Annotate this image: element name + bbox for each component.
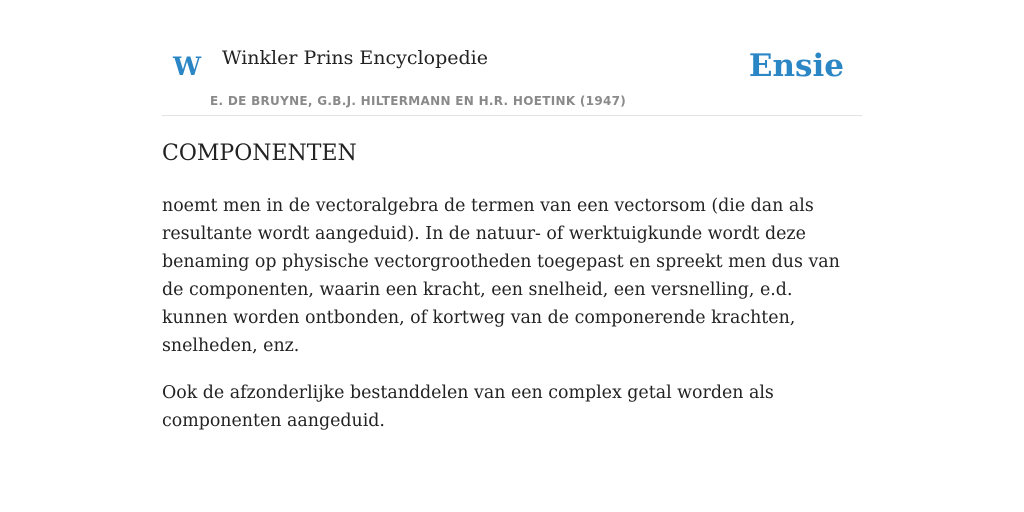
entry-paragraph: Ook de afzonderlijke bestanddelen van een complex getal worden als componenten aangeduid.: [162, 383, 774, 431]
entry-title: COMPONENTEN: [162, 141, 357, 166]
book-title[interactable]: Winkler Prins Encyclopedie: [222, 47, 488, 69]
book-authors: E. DE BRUYNE, G.B.J. HILTERMANN EN H.R. HOETINK (1947): [210, 94, 627, 108]
header: [162, 0, 862, 116]
ensie-logo[interactable]: Ensie: [748, 48, 844, 84]
winkler-prins-logo[interactable]: W: [173, 52, 202, 81]
page: [162, 0, 862, 512]
entry-content: [162, 192, 862, 454]
entry-paragraph: noemt men in de vectoralgebra de termen van een vectorsom (die dan als resultante wordt aangeduid). In de natuur- of werktuigkunde wordt deze benaming op physische vectorgrootheden toegepast en spreekt men dus van de componenten, waarin een kracht, een snelheid, een versnelling, e.d. kunnen worden ontbonden, of kortweg van de componerende krachten, snelheden, enz.: [162, 196, 840, 356]
